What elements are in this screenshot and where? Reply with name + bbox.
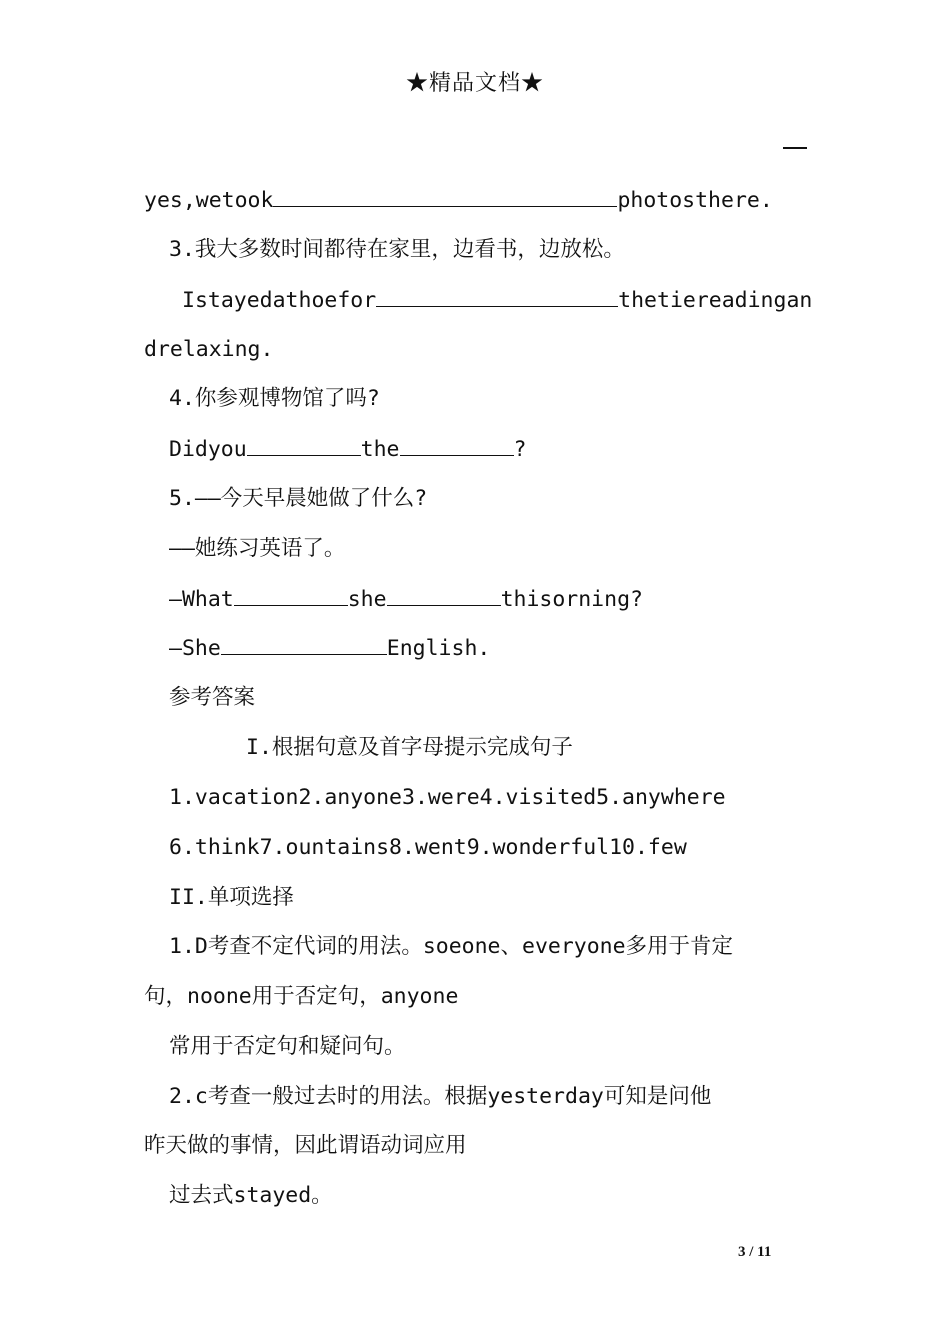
line-11: 参考答案 — [169, 685, 256, 710]
line-9 — [169, 585, 643, 614]
line-19: 2.c考查一般过去时的用法。根据yesterday可知是问他 — [169, 1084, 712, 1109]
line-10-b: English. — [386, 636, 491, 661]
line-1-start: yes,wetook — [144, 188, 274, 213]
line-21: 过去式stayed。 — [169, 1183, 333, 1208]
line-6-a: Didyou — [169, 437, 247, 462]
page-number: 3 / 11 — [738, 1244, 772, 1260]
line-2: 3.我大多数时间都待在家里，边看书，边放松。 — [169, 237, 625, 262]
blank-3 — [247, 435, 361, 456]
line-6-b: the — [360, 437, 400, 462]
line-18: 常用于否定句和疑问句。 — [169, 1034, 406, 1059]
line-9-a: —What — [169, 587, 234, 612]
line-20: 昨天做的事情，因此谓语动词应用 — [144, 1133, 467, 1158]
page-header-title: ★精品文档★ — [405, 71, 544, 96]
line-6 — [169, 435, 526, 464]
line-17: 句，noone用于否定句，anyone — [144, 984, 459, 1009]
line-12: I.根据句意及首字母提示完成句子 — [246, 735, 573, 760]
line-3 — [182, 286, 812, 315]
blank-1 — [273, 186, 617, 207]
blank-7 — [221, 634, 387, 655]
line-1 — [144, 186, 773, 215]
line-13: 1.vacation2.anyone3.were4.visited5.anywhere — [169, 785, 726, 810]
line-10 — [169, 634, 490, 663]
blank-6 — [387, 585, 501, 606]
line-15: II.单项选择 — [169, 885, 294, 910]
blank-5 — [234, 585, 348, 606]
line-16: 1.D考查不定代词的用法。soeone、everyone多用于肯定 — [169, 934, 734, 959]
line-6-c: ? — [513, 437, 527, 462]
dash-mark — [783, 147, 807, 149]
line-3-end: thetiereadingan — [618, 288, 813, 313]
line-9-c: thisorning? — [500, 587, 643, 612]
line-14: 6.think7.ountains8.went9.wonderful10.few — [169, 835, 687, 860]
line-5: 4.你参观博物馆了吗? — [169, 386, 380, 411]
line-8: ——她练习英语了。 — [169, 536, 346, 561]
line-1-end: photosthere. — [617, 188, 773, 213]
line-9-b: she — [347, 587, 387, 612]
blank-2 — [376, 286, 618, 307]
line-7: 5.——今天早晨她做了什么? — [169, 486, 428, 511]
line-10-a: —She — [169, 636, 221, 661]
line-3-start: Istayedathoefor — [182, 288, 377, 313]
blank-4 — [400, 435, 514, 456]
line-4: drelaxing. — [144, 337, 274, 362]
